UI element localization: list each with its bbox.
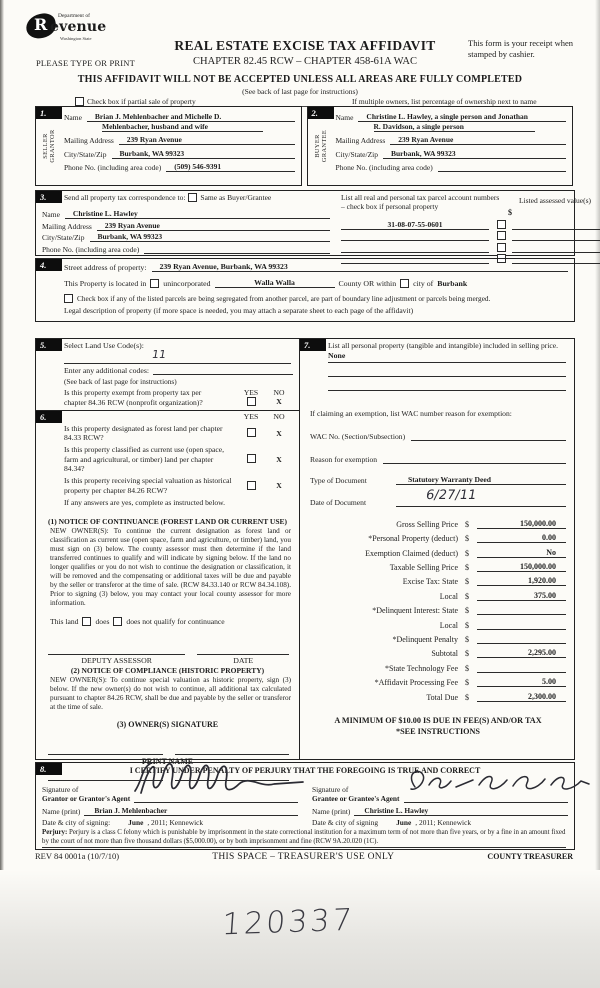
doc-date-line	[396, 487, 566, 507]
yes-checkbox	[247, 428, 256, 437]
tax-row-value: 1,920.00	[477, 576, 566, 586]
grantee-signature	[401, 765, 591, 799]
dollar-sign: $	[465, 563, 469, 573]
tax-row-value	[477, 634, 566, 644]
seller-mailing-label: Mailing Address	[64, 136, 114, 146]
seller-name-line1: Brian J. Mehlenbacher and Michelle D.	[87, 112, 295, 122]
corr-name-value: Christine L. Hawley	[65, 209, 330, 219]
assessed-dollar-sign: $	[508, 208, 512, 217]
street-address-label: Street address of property:	[64, 263, 147, 272]
exempt-no-column	[265, 388, 293, 407]
does-not-checkbox	[113, 617, 122, 626]
receipt-note: This form is your receipt when stamped by cashier.	[468, 38, 574, 59]
section7-badge: 7.	[300, 339, 326, 351]
yes-checkbox	[247, 481, 256, 490]
seller-grantor-box	[35, 106, 302, 186]
buyer-grantee-box	[307, 106, 574, 186]
grantee-signature-of: Signature of	[312, 785, 349, 794]
personal-property-checkbox	[497, 243, 506, 252]
section7-top	[300, 339, 574, 391]
classification-questions	[36, 424, 299, 496]
question-text: Is this property receiving special valuation as historical property per chapter 84.26 RCW?	[64, 476, 232, 495]
question-text: Is this property classified as current use (open space, farm and agricultural, or timber) land per chapter 84.34?	[64, 445, 225, 473]
grantee-date-month: June	[396, 818, 412, 827]
excise-tax-row	[310, 615, 566, 629]
exempt-yes-label: YES	[243, 388, 259, 397]
tax-row-value: No	[477, 548, 566, 558]
city-of-value: Burbank	[437, 279, 468, 288]
tax-row-label: Total Due	[426, 692, 458, 702]
doc-type-label: Type of Document	[310, 475, 367, 485]
corr-city-value: Burbank, WA 99323	[90, 232, 331, 242]
tax-row-label: *Affidavit Processing Fee	[374, 678, 458, 688]
corr-city-label: City/State/Zip	[42, 233, 85, 243]
seller-city-label: City/State/Zip	[64, 149, 107, 159]
buyer-city-label: City/State/Zip	[335, 149, 378, 159]
dollar-sign: $	[465, 635, 469, 645]
section5-land-use	[36, 339, 299, 410]
personal-property-blank2	[328, 378, 566, 391]
reason-label: Reason for exemption	[310, 454, 378, 464]
q-no-header: NO	[273, 412, 285, 421]
dollar-sign: $	[465, 620, 469, 630]
perjury-bold: Perjury:	[42, 829, 68, 837]
tax-row-value: 2,300.00	[477, 692, 566, 702]
partial-sale-checkbox	[75, 97, 84, 106]
assessed-values-header: Listed assessed value(s)	[518, 196, 592, 205]
dollar-sign: $	[465, 534, 469, 544]
minimum-fee-line2: *SEE INSTRUCTIONS	[396, 726, 480, 736]
personal-property-checkbox	[497, 220, 506, 229]
dollar-sign: $	[465, 548, 469, 558]
buyer-mailing-value: 239 Ryan Avenue	[390, 135, 566, 145]
excise-tax-row	[310, 673, 566, 687]
excise-tax-row	[310, 586, 566, 600]
grantor-date-suffix: , 2011; Kennewick	[147, 818, 204, 827]
owner-signature-line2	[175, 753, 290, 755]
tax-row-value	[477, 605, 566, 615]
land-use-code-handwritten: 11	[150, 348, 168, 361]
notice1-body: NEW OWNER(S): To continue the current designation as forest land or classification as current use (open space, farm and agriculture, or timber) land, you must sign on (3) below. The county assessor must then determine if the land transferred continues to qualify and will indicate by signing below. If the land no longer qualifies or you do not wish to continue the designation or classification, it will be removed and the compensating or additional taxes will be due and payable by the seller or transferor at the time of sale. (RCW 84.33.140 or RCW 84.34.108). Prior to signing (3) below, you may contact your local county assessor for more information.	[50, 527, 291, 607]
question-yes-checkbox-cell	[237, 481, 265, 491]
tax-row-label: Taxable Selling Price	[389, 563, 458, 573]
segregated-checkbox	[64, 294, 73, 303]
land-use-code-line	[64, 350, 291, 364]
warning-line: THIS AFFIDAVIT WILL NOT BE ACCEPTED UNLESS ALL AREAS ARE FULLY COMPLETED	[77, 74, 523, 85]
tax-row-label: *State Technology Fee	[384, 663, 458, 673]
dollar-sign: $	[465, 663, 469, 673]
question-no-mark: X	[276, 454, 282, 464]
buyer-name-line1: Christine L. Hawley, a single person and Jonathan	[358, 112, 566, 122]
personal-property-label: List all personal property (tangible and intangible) included in selling price.	[328, 341, 559, 350]
seller-phone-label: Phone No. (including area code)	[64, 162, 162, 172]
exempt-yes-checkbox	[247, 397, 256, 406]
corr-name-label: Name	[42, 209, 60, 219]
buyer-city-value: Burbank, WA 99323	[383, 149, 566, 159]
section2-badge: 2.	[308, 107, 334, 119]
does-label: does	[95, 617, 110, 626]
reason-value-line	[383, 454, 566, 464]
partial-sale-row	[75, 97, 196, 106]
certification-box	[35, 762, 575, 850]
scan-edge-right	[595, 0, 600, 988]
exempt-question-line2: chapter 84.36 RCW (nonprofit organization)?	[64, 397, 203, 407]
perjury-text: Perjury is a class C felony which is punishable by imprisonment in the state correctional institution for a maximum term of not more than five years, or by a fine in an amount fixed by the court of not more than five thousand dollars ($5,000.00), or by both imprisonment and fine (RCW 9A.20.020 (1C).	[42, 829, 566, 845]
dollar-sign: $	[465, 577, 469, 587]
print-name-label: PRINT NAME	[141, 757, 194, 766]
deputy-assessor-label: DEPUTY ASSESSOR	[81, 656, 152, 665]
tax-row-value: 375.00	[477, 591, 566, 601]
parcel-number: 31-08-07-55-0601	[341, 220, 489, 230]
form-title: REAL ESTATE EXCISE TAX AFFIDAVIT	[174, 38, 436, 53]
additional-codes-line	[153, 374, 293, 375]
dollar-sign: $	[465, 519, 469, 529]
buyer-mailing-label: Mailing Address	[335, 136, 386, 146]
exempt-yes-column	[237, 388, 265, 407]
parcel-number	[341, 252, 489, 253]
owners-signature-label: (3) OWNER(S) SIGNATURE	[116, 720, 219, 729]
notice2-title: (2) NOTICE OF COMPLIANCE (HISTORIC PROPERTY)	[70, 666, 265, 675]
treasurer-stamp-number: 120337	[220, 902, 356, 943]
wac-value-line	[411, 431, 566, 441]
unincorporated-checkbox	[150, 279, 159, 288]
tax-row-label: Excise Tax: State	[402, 577, 458, 587]
dollar-sign: $	[465, 678, 469, 688]
claiming-exemption-label: If claiming an exemption, list WAC number reason for exemption:	[310, 408, 512, 418]
correspondence-label: Send all property tax correspondence to:	[64, 193, 186, 202]
tax-row-value: 2,295.00	[477, 648, 566, 658]
dollar-sign: $	[465, 649, 469, 659]
yes-checkbox	[247, 454, 256, 463]
grantor-signature	[131, 757, 311, 799]
personal-property-checkbox	[497, 231, 506, 240]
grantee-date-label: Date & city of signing	[312, 818, 379, 827]
question-text: Is this property designated as forest land per chapter 84.33 RCW?	[64, 423, 223, 442]
excise-tax-row	[310, 515, 566, 529]
grantee-name-value: Christine L. Hawley	[354, 806, 568, 816]
dollar-sign: $	[465, 692, 469, 702]
section8-badge: 8.	[36, 763, 62, 775]
excise-tax-row	[310, 644, 566, 658]
owner-signature-line1	[48, 753, 163, 755]
exempt-question	[64, 388, 237, 407]
tax-row-value: 0.00	[477, 533, 566, 543]
tax-correspondence-box	[35, 190, 592, 256]
unincorporated-label: unincorporated	[163, 279, 211, 288]
land-use-column	[36, 339, 300, 766]
section4-badge: 4.	[36, 259, 62, 271]
exempt-no-mark: X	[276, 397, 282, 406]
tax-row-label: *Delinquent Penalty	[392, 635, 458, 645]
see-back-instructions: (See back of last page for instructions)	[64, 377, 177, 386]
doc-type-value: Statutory Warranty Deed	[396, 475, 566, 485]
segregated-note: Check box if any of the listed parcels are being segregated from another parcel, are part of boundary line adjustment or parcels being merged.	[77, 294, 491, 303]
form-subtitle: CHAPTER 82.45 RCW – CHAPTER 458-61A WAC	[193, 56, 417, 67]
excise-tax-table	[310, 515, 566, 702]
grantor-name-print-label: Name (print)	[42, 806, 81, 816]
question-no-mark: X	[276, 428, 282, 438]
parcel-number	[341, 240, 489, 241]
county-value: Walla Walla	[215, 278, 335, 288]
parcel-row	[341, 218, 600, 230]
tax-row-value: 150,000.00	[477, 519, 566, 529]
assessor-date-label: DATE	[233, 656, 254, 665]
section3-badge: 3.	[36, 191, 62, 203]
buyer-phone-label: Phone No. (including area code)	[335, 162, 433, 172]
corr-phone-value	[144, 244, 330, 254]
section6-classification	[36, 410, 299, 781]
yes-no-question-row	[64, 424, 293, 443]
does-checkbox	[82, 617, 91, 626]
yes-no-question-row	[64, 445, 293, 474]
treasurer-space-label: THIS SPACE – TREASURER'S USE ONLY	[212, 852, 395, 862]
grantor-agent-label: Grantor or Grantor's Agent	[42, 794, 131, 803]
city-of-label: city of	[413, 279, 434, 288]
logo-washington-state: Washington State	[60, 36, 92, 41]
excise-tax-row	[310, 529, 566, 543]
rev-form-number: REV 84 0001a (10/7/10)	[35, 851, 120, 861]
buyer-name-line2: R. Davidson, a single person	[374, 122, 535, 132]
land-use-label: Select Land Use Code(s):	[64, 341, 144, 350]
if-yes-note: If any answers are yes, complete as instructed below.	[64, 498, 226, 507]
multiple-owners-note: If multiple owners, list percentage of ownership next to name	[352, 97, 537, 106]
parcel-row	[341, 241, 600, 253]
grantee-date-suffix: , 2011; Kennewick	[415, 818, 472, 827]
property-address-box	[35, 258, 575, 322]
tax-row-value	[477, 620, 566, 630]
seller-city-value: Burbank, WA 99323	[112, 149, 295, 159]
certify-statement: I CERTIFY UNDER PENALTY OF PERJURY THAT THE FOREGOING IS TRUE AND CORRECT	[129, 766, 481, 775]
tax-row-label: Local	[439, 620, 458, 630]
exempt-no-label: NO	[273, 388, 285, 397]
dept-revenue-logo	[26, 10, 136, 52]
grantee-name-print-label: Name (print)	[312, 806, 351, 816]
street-address-value: 239 Ryan Avenue, Burbank, WA 99323	[152, 262, 569, 272]
dollar-sign: $	[465, 591, 469, 601]
seller-phone-value: (509) 546-9391	[166, 162, 294, 172]
tax-row-label: *Delinquent Interest: State	[372, 606, 458, 616]
excise-tax-row	[310, 658, 566, 672]
excise-tax-row	[310, 630, 566, 644]
excise-tax-row	[310, 687, 566, 701]
logo-r-letter: R	[34, 15, 48, 34]
see-back-note: (See back of last page for instructions)	[242, 87, 358, 96]
excise-tax-row	[310, 572, 566, 586]
legal-description-label: Legal description of property (if more space is needed, you may attach a separate sheet to each page of the affidavit)	[64, 306, 414, 315]
wac-label: WAC No. (Section/Subsection)	[310, 431, 406, 441]
additional-codes-label: Enter any additional codes:	[64, 366, 150, 375]
grantor-date-label: Date & city of signing:	[42, 818, 111, 827]
assessed-value-line	[512, 229, 600, 230]
grantor-signature-of: Signature of	[42, 785, 79, 794]
q-yes-header: YES	[243, 412, 259, 421]
tax-row-value	[477, 663, 566, 673]
corr-phone-label: Phone No. (including area code)	[42, 245, 140, 255]
scan-edge-left	[0, 0, 4, 988]
question-yes-checkbox-cell	[237, 454, 265, 464]
assessed-value-line	[512, 252, 600, 253]
tax-row-label: Exemption Claimed (deduct)	[365, 548, 458, 558]
seller-name-line2: Mehlenbacher, husband and wife	[102, 122, 263, 132]
perjury-notice	[42, 829, 566, 848]
personal-property-value: None	[328, 351, 566, 363]
personal-property-blank1	[328, 364, 566, 377]
excise-tax-row	[310, 543, 566, 557]
grantor-date-month: June	[128, 818, 144, 827]
located-in-label: This Property is located in	[64, 279, 147, 288]
grantor-name-value: Brian J. Mehlenbacher	[84, 806, 298, 816]
seller-mailing-value: 239 Ryan Avenue	[119, 135, 295, 145]
assessor-date-line	[197, 653, 289, 655]
exempt-question-line1: Is this property exempt from property tax per	[64, 388, 202, 397]
question-no-mark: X	[276, 481, 282, 490]
dollar-sign: $	[465, 606, 469, 616]
same-as-buyer-checkbox	[188, 193, 197, 202]
tax-row-label: Local	[439, 591, 458, 601]
minimum-fee-line1: A MINIMUM OF $10.00 IS DUE IN FEE(S) AND/OR TAX	[334, 715, 542, 725]
parcel-numbers-header: List all real and personal tax parcel account numbers – check box if personal property	[341, 193, 500, 211]
please-type-or-print: PLEASE TYPE OR PRINT	[36, 58, 136, 68]
excise-tax-row	[310, 558, 566, 572]
county-treasurer-label: COUNTY TREASURER	[487, 852, 573, 861]
tax-row-value: 5.00	[477, 677, 566, 687]
assessed-value-line	[512, 240, 600, 241]
county-or-within-label: County OR within	[338, 279, 397, 288]
tax-row-value: 150,000.00	[477, 562, 566, 572]
tax-row-label: Gross Selling Price	[396, 519, 458, 529]
buyer-phone-value	[438, 162, 566, 172]
notice1-title: (1) NOTICE OF CONTINUANCE (FOREST LAND OR CURRENT USE)	[47, 517, 288, 526]
partial-sale-label: Check box if partial sale of property	[87, 97, 196, 106]
logo-department-of: Department of	[58, 13, 90, 19]
this-land-label: This land	[50, 617, 79, 626]
tax-row-label: *Personal Property (deduct)	[368, 534, 458, 544]
personal-property-column	[300, 339, 574, 759]
seller-name-label: Name	[64, 113, 82, 123]
grantee-agent-label: Grantee or Grantee's Agent	[312, 794, 400, 803]
section6-badge: 6.	[36, 411, 62, 423]
question-yes-checkbox-cell	[237, 428, 265, 438]
does-not-label: does not qualify for continuance	[126, 617, 225, 626]
logo-revenue-text: evenue	[50, 19, 107, 35]
deputy-assessor-line	[48, 653, 185, 655]
parcel-row	[341, 230, 600, 242]
corr-mailing-value: 239 Ryan Avenue	[97, 221, 330, 231]
same-as-buyer-label: Same as Buyer/Grantee	[200, 193, 272, 202]
doc-date-handwritten: 6/27/11	[424, 487, 478, 503]
yes-no-question-row	[64, 476, 293, 495]
corr-mailing-label: Mailing Address	[42, 221, 92, 231]
city-of-checkbox	[400, 279, 409, 288]
seller-grantor-vertical-label: SELLER GRANTOR	[42, 129, 56, 163]
section5-badge: 5.	[36, 339, 62, 351]
excise-tax-row	[310, 601, 566, 615]
buyer-grantee-vertical-label: BUYER GRANTEE	[313, 129, 328, 163]
buyer-name-label: Name	[335, 113, 354, 123]
doc-date-label: Date of Document	[310, 497, 367, 507]
tax-row-label: Subtotal	[431, 649, 458, 659]
notice2-body: NEW OWNER(S): To continue special valuation as historic property, sign (3) below. If the new owner(s) do not wish to continue, all additional tax calculated pursuant to chapter 84.26 RCW, shall be due and payable by the seller or transferor at the time of sale.	[50, 676, 291, 711]
section1-badge: 1.	[36, 107, 62, 119]
